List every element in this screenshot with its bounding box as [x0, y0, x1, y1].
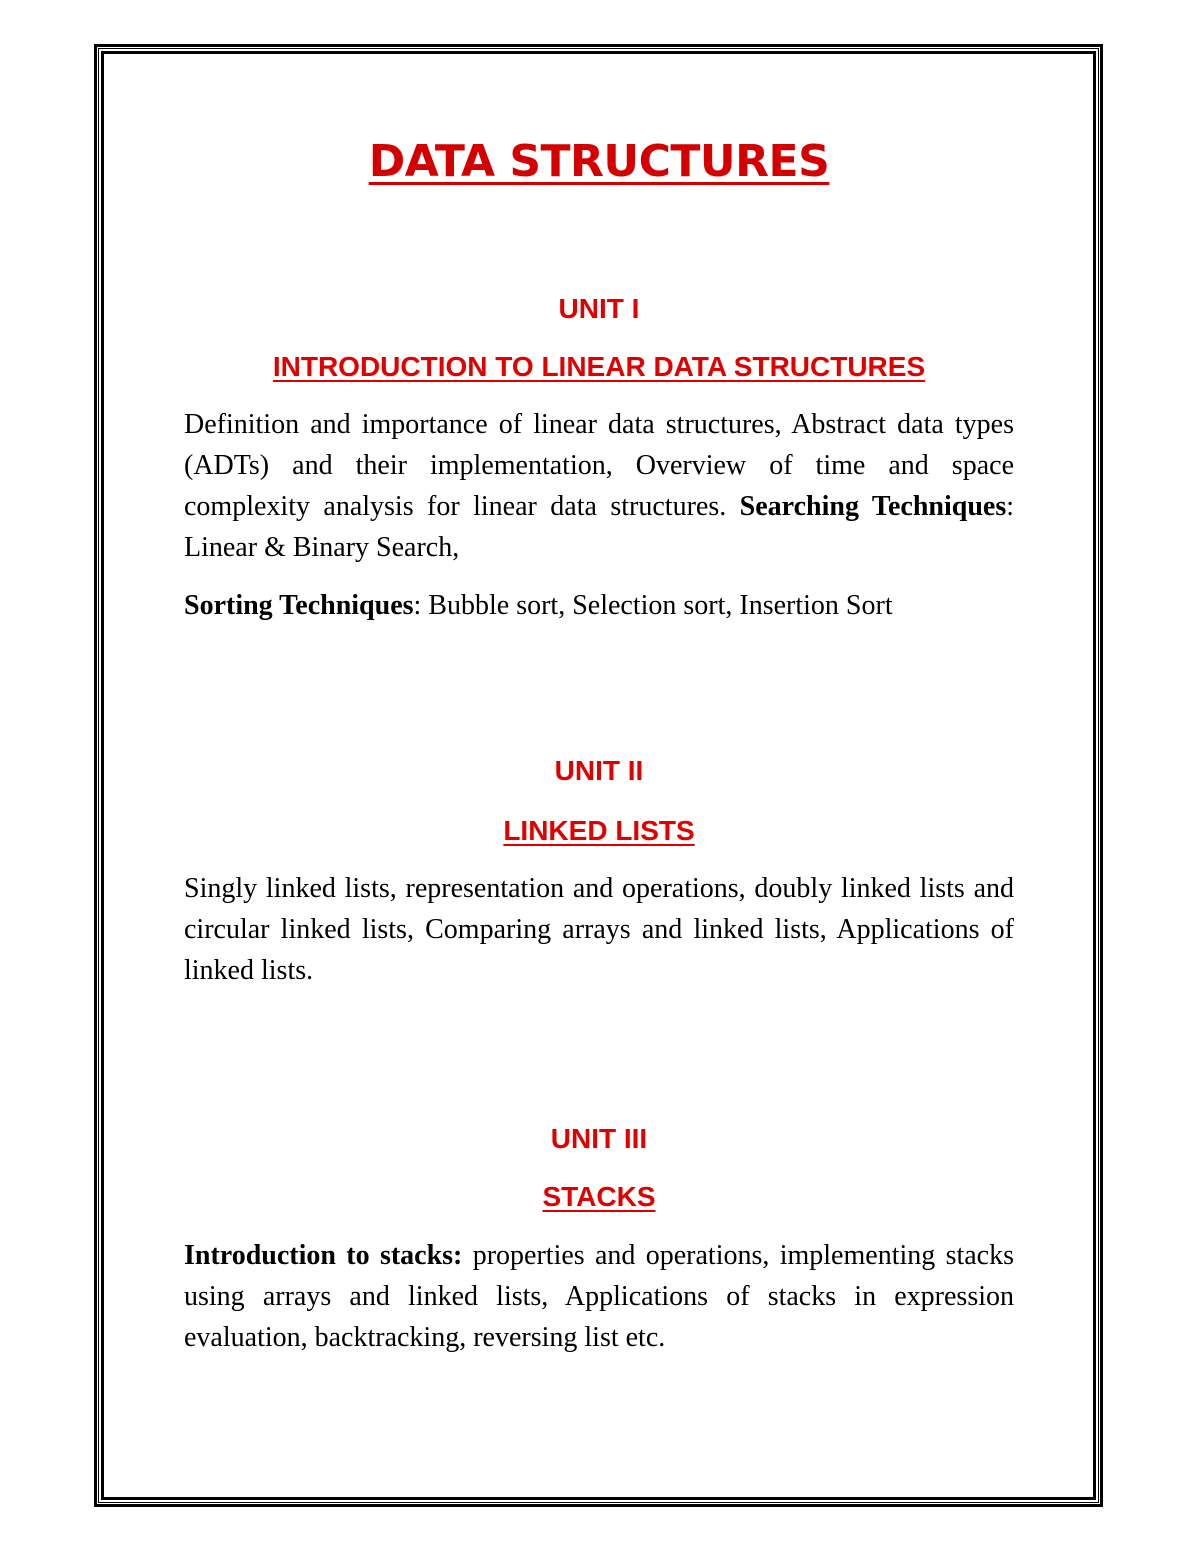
unit-1-body: [184, 404, 1014, 568]
unit-1-heading-block: [184, 350, 1014, 384]
unit-1-heading: INTRODUCTION TO LINEAR DATA STRUCTURES: [272, 351, 926, 382]
unit-3-label: UNIT III: [550, 1123, 648, 1154]
sorting-techniques-label: Sorting Techniques: [184, 590, 414, 621]
unit-1-description: Definition and importance of linear data structures, Abstract data types (ADTs) and their implementation, Overview of time and space complexity analysis for linear data structures.: [184, 409, 1014, 522]
unit-2-label: UNIT II: [554, 755, 644, 786]
unit-3-description: properties and operations, implementing stacks using arrays and linked lists, Applications of stacks in expression evaluation, backtracking, reversing list etc.: [184, 1240, 1015, 1353]
unit-1-paragraph: [184, 404, 1014, 568]
sorting-paragraph: [184, 585, 1014, 626]
sorting-techniques-text: : Bubble sort, Selection sort, Insertion Sort: [413, 590, 893, 621]
unit-3-paragraph: [184, 1235, 1014, 1358]
unit-2-body: [184, 868, 1014, 991]
unit-1-label: UNIT I: [558, 293, 640, 324]
searching-techniques-text: : Linear & Binary Search,: [184, 491, 1015, 563]
unit-1-sorting: [184, 585, 1014, 626]
unit-2-heading-block: [184, 814, 1014, 848]
stacks-intro-label: Introduction to stacks:: [184, 1240, 463, 1271]
unit-1-section: [184, 292, 1014, 326]
unit-3-body: [184, 1235, 1014, 1358]
title-block: [184, 134, 1014, 190]
unit-2-section: [184, 754, 1014, 788]
searching-techniques-label: Searching Techniques: [739, 491, 1007, 522]
unit-2-paragraph: Singly linked lists, representation and operations, doubly linked lists and circular linked lists, Comparing arrays and linked lists, Applications of linked lists.: [184, 873, 1014, 986]
unit-3-section: [184, 1122, 1014, 1156]
unit-2-heading: LINKED LISTS: [503, 815, 695, 846]
document-title: DATA STRUCTURES: [368, 136, 830, 187]
unit-3-heading: STACKS: [542, 1181, 656, 1212]
unit-3-heading-block: [184, 1180, 1014, 1214]
